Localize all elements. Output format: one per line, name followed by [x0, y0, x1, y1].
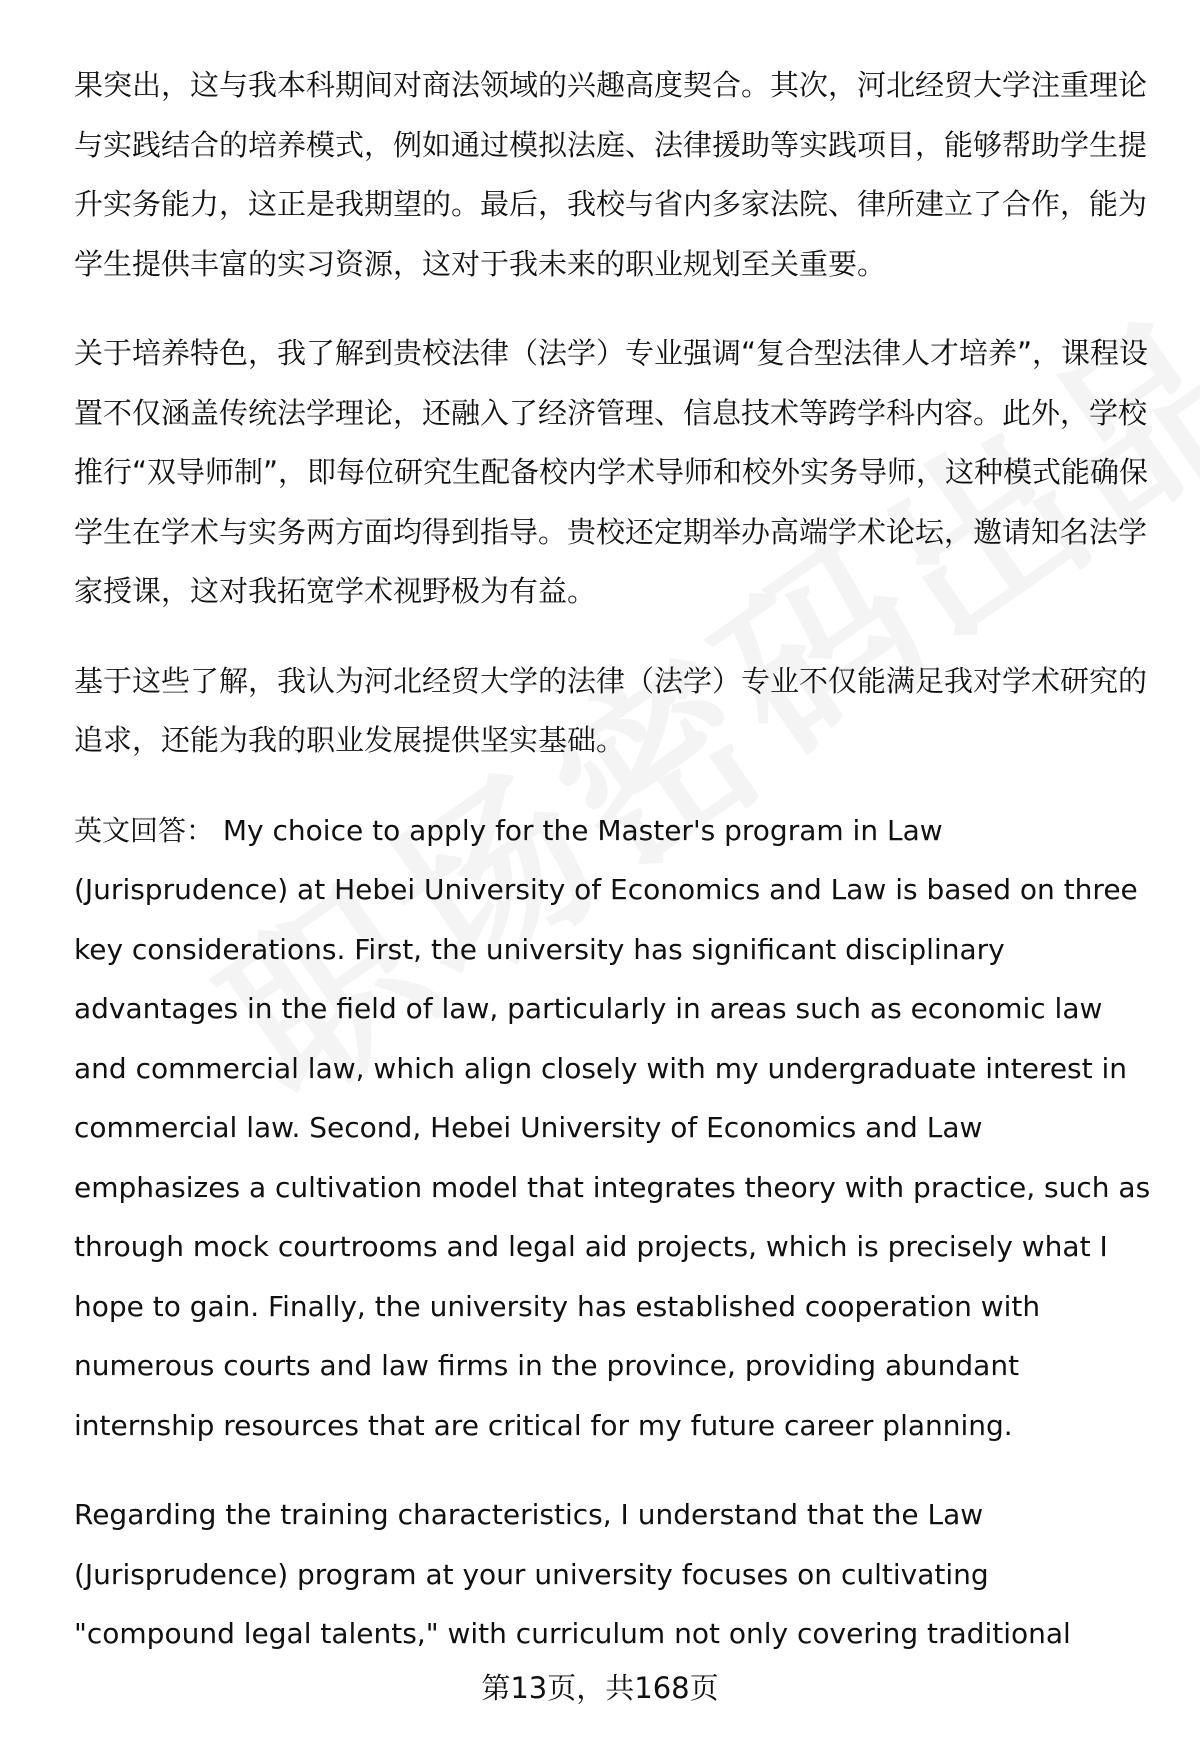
paragraph-2: 关于培养特色，我了解到贵校法律（法学）专业强调“复合型法律人才培养”，课程设置不仅涵盖传统法学理论，还融入了经济管理、信息技术等跨学科内容。此外，学校推行“双导师制”，即每位研究生配备校内学术导师和校外实务导师，这种模式能确保学生在学术与实务两方面均得到指导。贵校还定期举办高端学术论坛，邀请知名法学家授课，这对我拓宽学术视野极为有益。 [74, 336, 1149, 608]
paragraph-4-english-answer: 英文回答： My choice to apply for the Master's program in Law (Jurisprudence) at Hebei University of Economics and Law is based on three key considerations. First, the university has significant disciplinary advantages in the field of law, particularly in areas such as economic law and commercial law, which align closely with my undergraduate interest in commercial law. Second, Hebei University of Economics and Law emphasizes a cultivation model that integrates theory with practice, such as through mock courtrooms and legal aid projects, which is precisely what I hope to gain. Finally, the university has established cooperation with numerous courts and law firms in the province, providing abundant internship resources that are critical for my future career planning. [74, 813, 1151, 1442]
page-footer [0, 1668, 1200, 1708]
paragraph-5-english: Regarding the training characteristics, I understand that the Law (Jurisprudence) program at your university focuses on cultivating "compound legal talents," with curriculum not only covering traditional [74, 1498, 1071, 1650]
paragraph-3: 基于这些了解，我认为河北经贸大学的法律（法学）专业不仅能满足我对学术研究的追求，还能为我的职业发展提供坚实基础。 [74, 663, 1148, 757]
page-number: 第13页，共168页 [481, 1671, 719, 1705]
document-body [74, 56, 1154, 1694]
paragraph-1: 果突出，这与我本科期间对商法领域的兴趣高度契合。其次，河北经贸大学注重理论与实践结合的培养模式，例如通过模拟法庭、法律援助等实践项目，能够帮助学生提升实务能力，这正是我期望的。最后，我校与省内多家法院、律所建立了合作，能为学生提供丰富的实习资源，这对于我未来的职业规划至关重要。 [74, 68, 1148, 281]
